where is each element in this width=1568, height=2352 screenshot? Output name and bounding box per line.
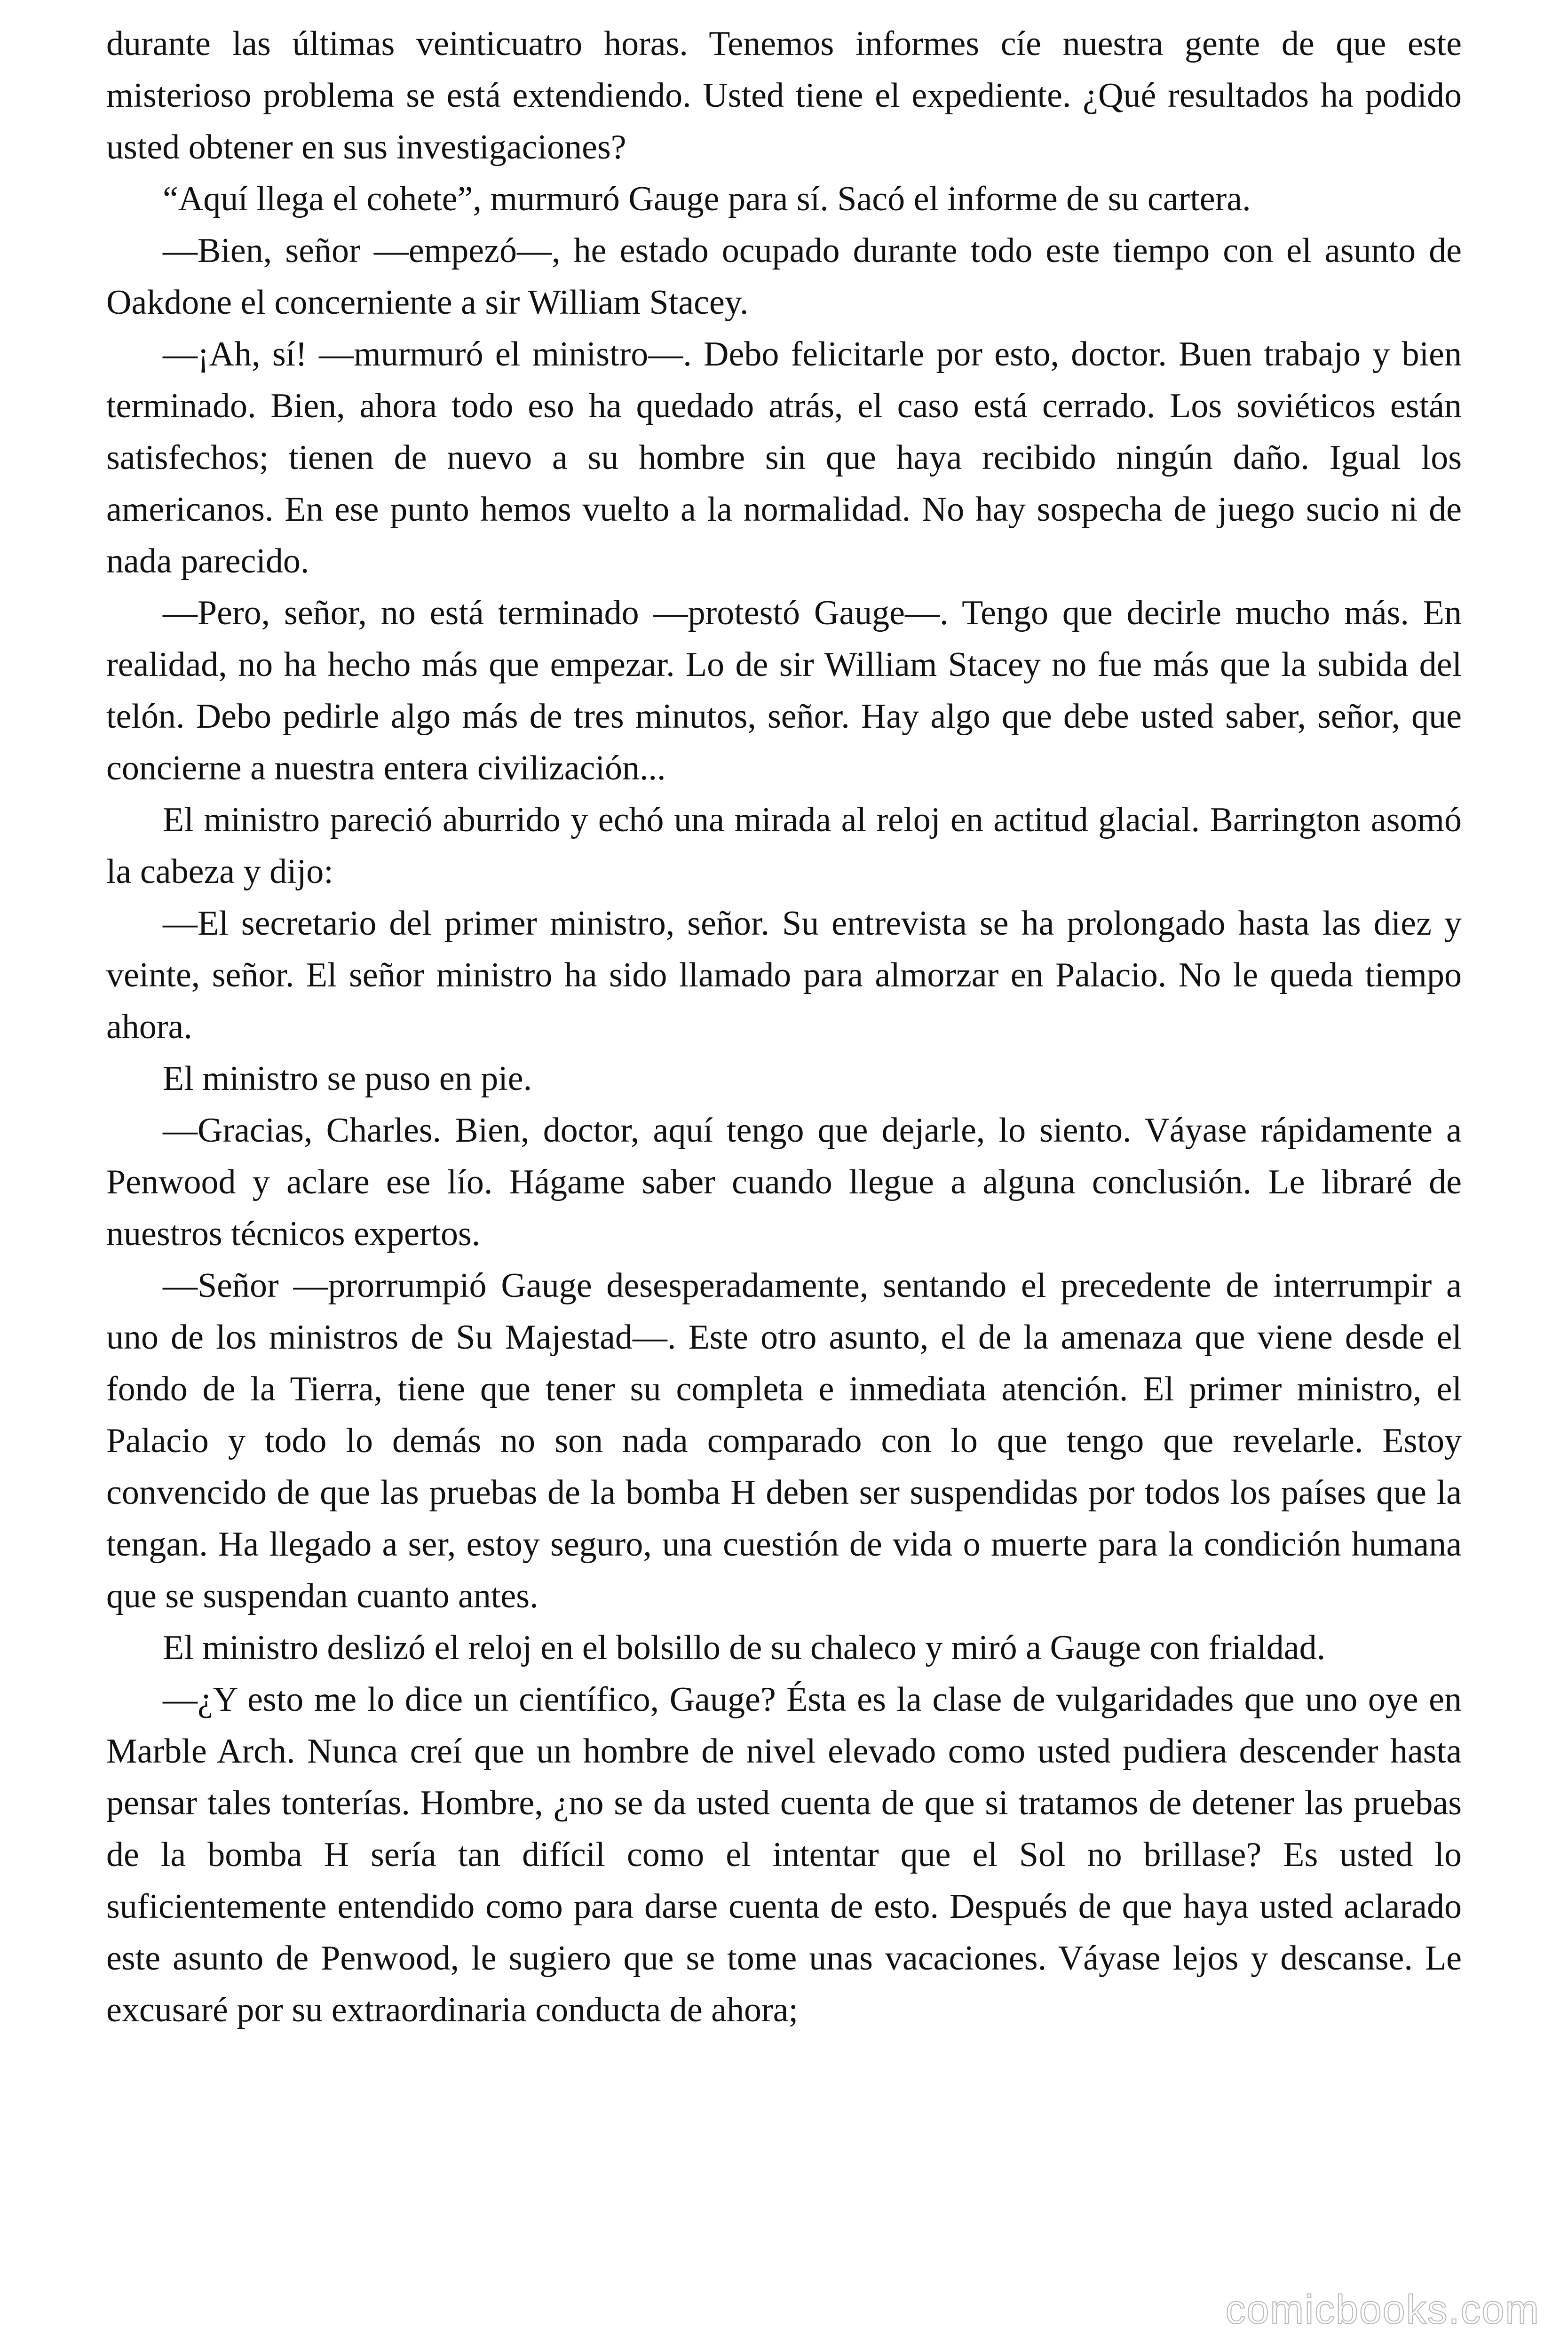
paragraph: El ministro se puso en pie. (163, 1059, 532, 1098)
paragraph: —¡Ah, sí! —murmuró el ministro—. Debo felicitarle por esto, doctor. Buen trabajo y bien terminado. Bien, ahora todo eso ha quedado atrás, el caso está cerrado. Los soviéticos están satisfechos; tienen de nuevo a su hombre sin que haya recibido ningún daño. Igual los americanos. En ese punto hemos vuelto a la normalidad. No hay sospecha de juego sucio ni de nada parecido. (106, 335, 1462, 580)
paragraph: —Señor —prorrumpió Gauge desesperadamente, sentando el precedente de interrumpir a uno de los ministros de Su Majestad—. Este otro asunto, el de la amenaza que viene desde el fondo de la Tierra, tiene que tener su completa e inmediata atención. El primer ministro, el Palacio y todo lo demás no son nada comparado con lo que tengo que revelarle. Estoy convencido de que las pruebas de la bomba H deben ser suspendidas por todos los países que la tengan. Ha llegado a ser, estoy seguro, una cuestión de vida o muerte para la condición humana que se suspendan cuanto antes. (106, 1266, 1462, 1615)
paragraph: —Pero, señor, no está terminado —protestó Gauge—. Tengo que decirle mucho más. En realidad, no ha hecho más que empezar. Lo de sir William Stacey no fue más que la subida del telón. Debo pedirle algo más de tres minutos, señor. Hay algo que debe usted saber, señor, que concierne a nuestra entera civilización... (106, 594, 1462, 787)
page-text (106, 18, 1462, 2036)
paragraph: El ministro deslizó el reloj en el bolsillo de su chaleco y miró a Gauge con frialdad. (163, 1629, 1326, 1667)
paragraph: durante las últimas veinticuatro horas. Tenemos informes cíe nuestra gente de que este misterioso problema se está extendiendo. Usted tiene el expediente. ¿Qué resultados ha podido usted obtener en sus investigaciones? (106, 24, 1462, 167)
paragraph: —Gracias, Charles. Bien, doctor, aquí tengo que dejarle, lo siento. Váyase rápidamente a Penwood y aclare ese lío. Hágame saber cuando llegue a alguna conclusión. Le libraré de nuestros técnicos expertos. (106, 1111, 1462, 1253)
paragraph: —¿Y esto me lo dice un científico, Gauge? Ésta es la clase de vulgaridades que uno oye en Marble Arch. Nunca creí que un hombre de nivel elevado como usted pudiera descender hasta pensar tales tonterías. Hombre, ¿no se da usted cuenta de que si tratamos de detener las pruebas de la bomba H sería tan difícil como el intentar que el Sol no brillase? Es usted lo suficientemente entendido como para darse cuenta de esto. Después de que haya usted aclarado este asunto de Penwood, le sugiero que se tome unas vacaciones. Váyase lejos y descanse. Le excusaré por su extraordinaria conducta de ahora; (106, 1680, 1462, 2029)
watermark: comicbooks.com (1225, 2287, 1540, 2332)
paragraph: —Bien, señor —empezó—, he estado ocupado durante todo este tiempo con el asunto de Oakdone el concerniente a sir William Stacey. (106, 231, 1462, 322)
paragraph: El ministro pareció aburrido y echó una mirada al reloj en actitud glacial. Barrington asomó la cabeza y dijo: (106, 801, 1462, 891)
paragraph: —El secretario del primer ministro, señor. Su entrevista se ha prolongado hasta las diez y veinte, señor. El señor ministro ha sido llamado para almorzar en Palacio. No le queda tiempo ahora. (106, 904, 1462, 1046)
paragraph: “Aquí llega el cohete”, murmuró Gauge para sí. Sacó el informe de su cartera. (163, 180, 1251, 218)
